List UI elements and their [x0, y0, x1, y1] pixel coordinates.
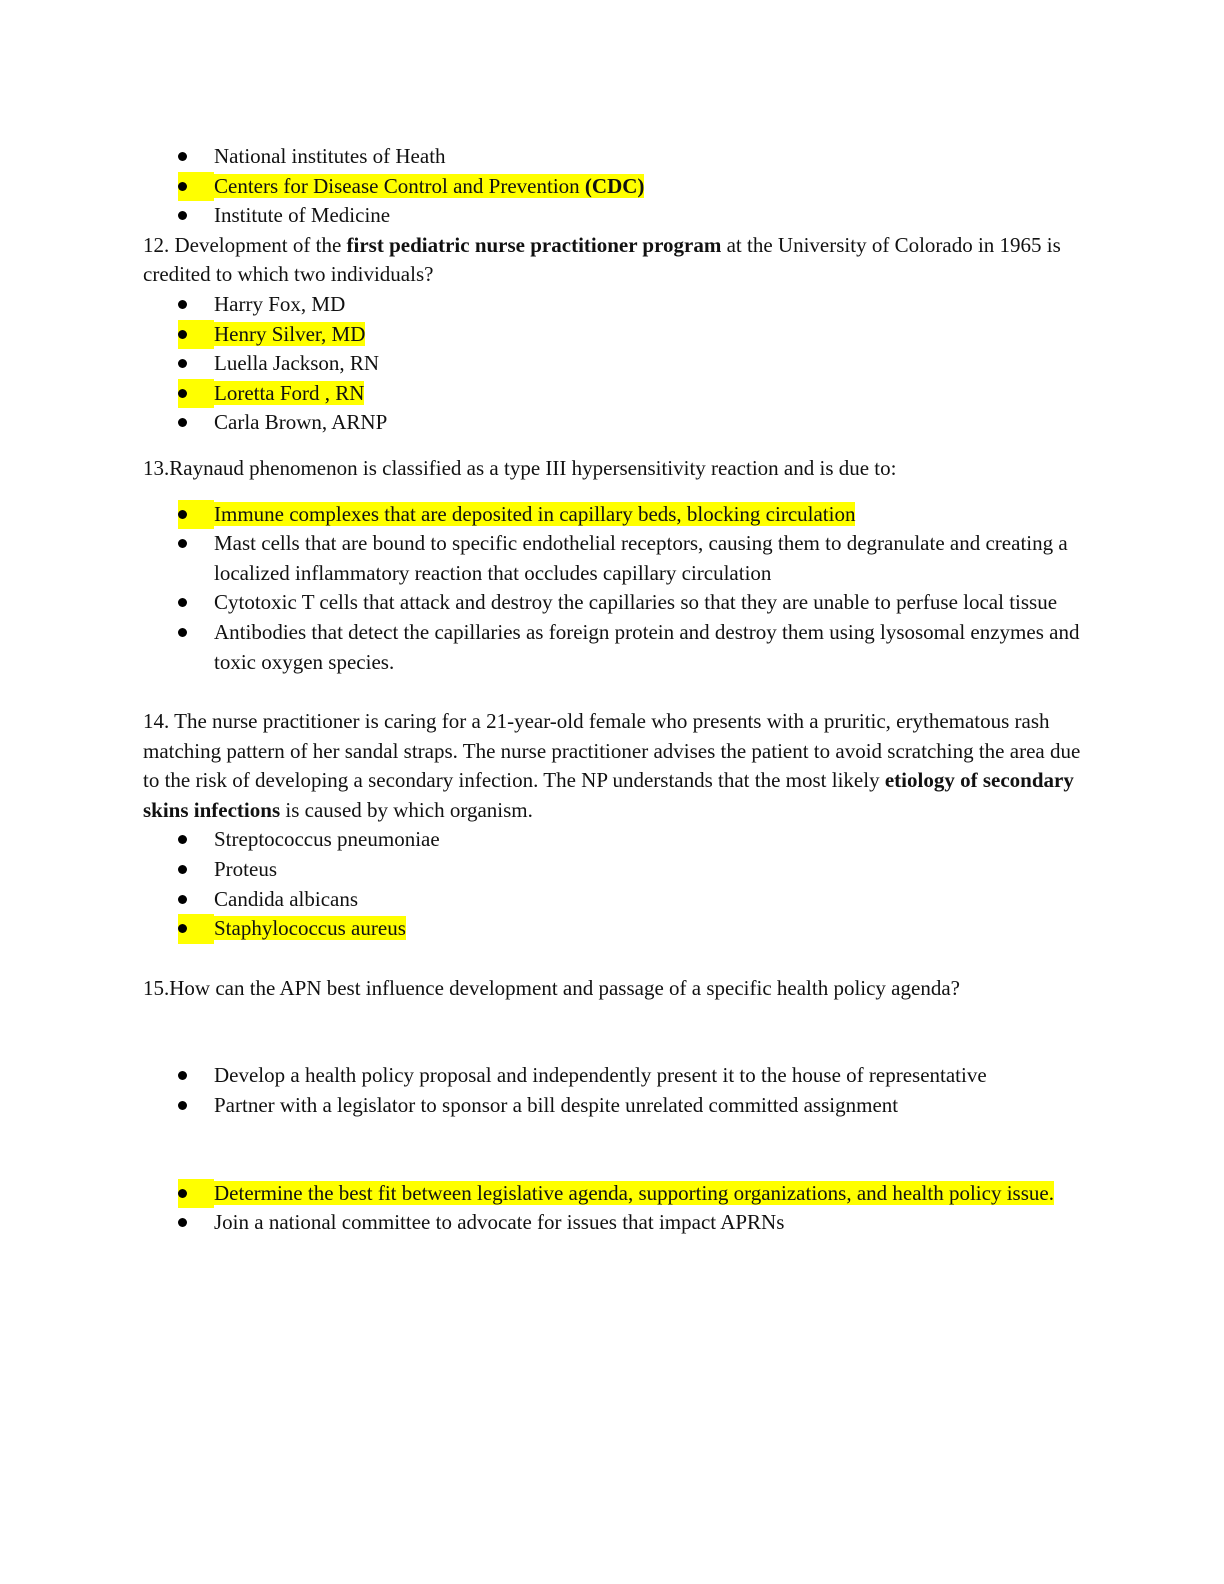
bullet-icon	[178, 152, 187, 161]
q13-question: 13.Raynaud phenomenon is classified as a type III hypersensitivity reaction and is due to:	[143, 455, 897, 480]
q14-option-2: Proteus	[143, 855, 1083, 885]
q14-option-3: Candida albicans	[143, 885, 1083, 915]
q12-option-2-answer: Henry Silver, MD	[143, 320, 1083, 350]
bullet-icon	[178, 598, 187, 607]
q15-option-2: Partner with a legislator to sponsor a bill despite unrelated committed assignment	[143, 1091, 1083, 1121]
q11-option-1: National institutes of Heath	[143, 142, 1083, 172]
q13-option-4: Antibodies that detect the capillaries as foreign protein and destroy them using lysosomal enzymes and toxic oxygen species.	[143, 618, 1083, 677]
bullet-icon	[178, 359, 187, 368]
q12-option-4-answer: Loretta Ford , RN	[143, 379, 1083, 409]
bullet-icon	[178, 1189, 187, 1198]
bullet-icon	[178, 895, 187, 904]
bullet-icon	[178, 1101, 187, 1110]
bullet-icon	[178, 418, 187, 427]
q13-option-2: Mast cells that are bound to specific endothelial receptors, causing them to degranulate and creating a localized inflammatory reaction that occludes capillary circulation	[143, 529, 1083, 588]
q15-option-3-answer: Determine the best fit between legislative agenda, supporting organizations, and health policy issue.	[143, 1179, 1083, 1209]
bullet-icon	[178, 865, 187, 874]
q14-option-1: Streptococcus pneumoniae	[143, 825, 1083, 855]
q12-option-5: Carla Brown, ARNP	[143, 408, 1083, 438]
bullet-icon	[178, 182, 187, 191]
bullet-icon	[178, 628, 187, 637]
bullet-icon	[178, 330, 187, 339]
q12-option-3: Luella Jackson, RN	[143, 349, 1083, 379]
bullet-icon	[178, 211, 187, 220]
q12-options	[143, 290, 1083, 438]
q11-option-3: Institute of Medicine	[143, 201, 1083, 231]
bullet-icon	[178, 510, 187, 519]
bullet-icon	[178, 539, 187, 548]
bullet-icon	[178, 835, 187, 844]
q13-option-3: Cytotoxic T cells that attack and destroy the capillaries so that they are unable to perfuse local tissue	[143, 588, 1083, 618]
q12-question: 12. Development of the first pediatric nurse practitioner program at the University of Colorado in 1965 is credited to which two individuals?	[143, 232, 1061, 287]
bullet-icon	[178, 1071, 187, 1080]
q12-option-1: Harry Fox, MD	[143, 290, 1083, 320]
q15-option-1: Develop a health policy proposal and independently present it to the house of representative	[143, 1061, 1083, 1091]
q13-option-1-answer: Immune complexes that are deposited in capillary beds, blocking circulation	[143, 500, 1083, 530]
q15-option-4: Join a national committee to advocate for issues that impact APRNs	[143, 1208, 1083, 1238]
q15-question: 15.How can the APN best influence development and passage of a specific health policy agenda?	[143, 975, 960, 1000]
q15-options-a	[143, 1061, 1083, 1120]
bullet-icon	[178, 1218, 187, 1227]
bullet-icon	[178, 300, 187, 309]
q11-option-2-answer: Centers for Disease Control and Prevention (CDC)	[143, 172, 1083, 202]
q14-question: 14. The nurse practitioner is caring for a 21-year-old female who presents with a pruritic, erythematous rash matching pattern of her sandal straps. The nurse practitioner advises the patient to avoid scratching the area due to the risk of developing a secondary infection. The NP understands that the most likely etiology of secondary skins infections is caused by which organism.	[143, 709, 1081, 822]
q14-options	[143, 825, 1083, 943]
document-page	[143, 142, 1083, 1238]
q11-options	[143, 142, 1083, 231]
bullet-icon	[178, 389, 187, 398]
q14-option-4-answer: Staphylococcus aureus	[143, 914, 1083, 944]
q13-options	[143, 500, 1083, 678]
q15-options-b	[143, 1179, 1083, 1238]
